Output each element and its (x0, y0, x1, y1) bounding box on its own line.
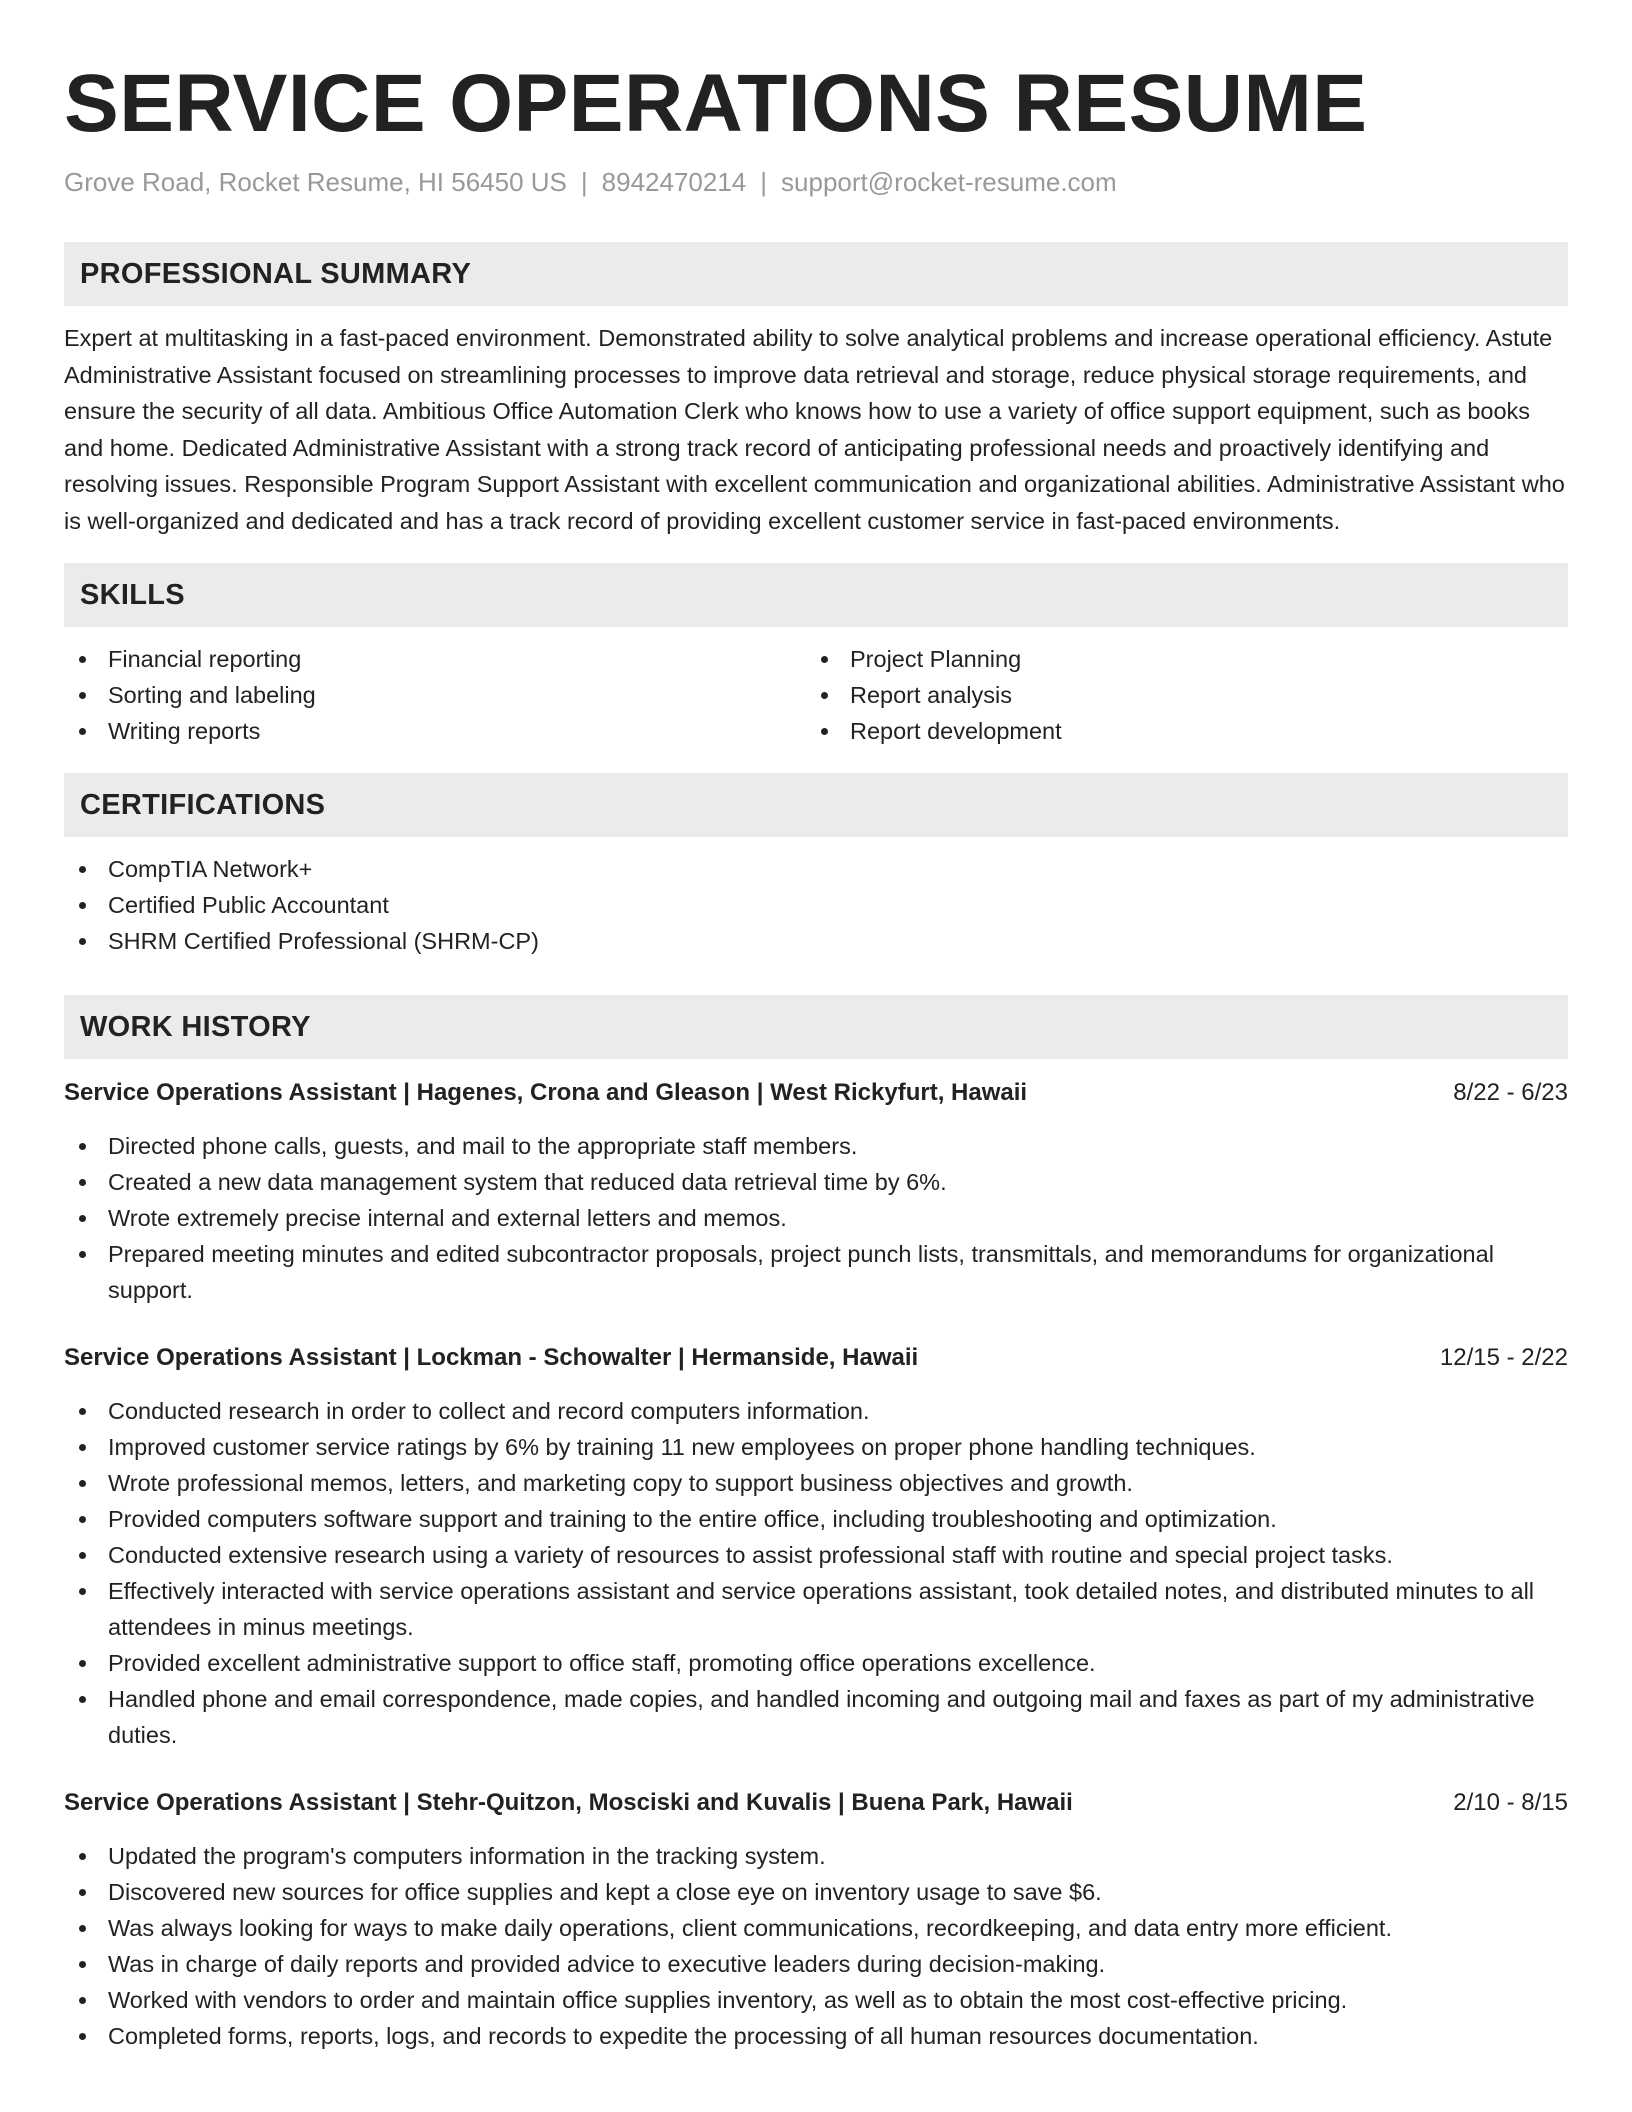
job-bullet: Conducted extensive research using a variety of resources to assist professional staff with routine and special project tasks. (64, 1537, 1568, 1573)
skills-column-left (64, 641, 806, 749)
resume-page (64, 58, 1568, 2054)
section-title: WORK HISTORY (80, 1010, 311, 1043)
contact-phone: 8942470214 (601, 167, 747, 197)
job-bullet: Improved customer service ratings by 6% by training 11 new employees on proper phone handling techniques. (64, 1429, 1568, 1465)
contact-separator: | (580, 167, 588, 197)
job-bullet: Directed phone calls, guests, and mail to the appropriate staff members. (64, 1128, 1568, 1164)
job-title: Service Operations Assistant | Lockman - Schowalter | Hermanside, Hawaii (64, 1344, 919, 1371)
job-entry (64, 1075, 1568, 1308)
contact-separator: | (760, 167, 768, 197)
contact-email: support@rocket-resume.com (781, 167, 1117, 197)
certifications-list (64, 851, 1568, 959)
section-header-summary (64, 242, 1568, 306)
job-dates: 8/22 - 6/23 (1453, 1079, 1568, 1106)
job-title: Service Operations Assistant | Stehr-Quitzon, Mosciski and Kuvalis | Buena Park, Hawaii (64, 1789, 1073, 1816)
summary-text: Expert at multitasking in a fast-paced environment. Demonstrated ability to solve analytical problems and increase operational efficiency. Astute Administrative Assistant focused on streamlining processes to improve data retrieval and storage, reduce physical storage requirements, and ensure the security of all data. Ambitious Office Automation Clerk who knows how to use a variety of office support equipment, such as books and home. Dedicated Administrative Assistant with a strong track record of anticipating professional needs and proactively identifying and resolving issues. Responsible Program Support Assistant with excellent communication and organizational abilities. Administrative Assistant who is well-organized and dedicated and has a track record of providing excellent customer service in fast-paced environments. (64, 325, 1565, 534)
contact-line (64, 164, 1568, 200)
skill-item: Project Planning (806, 641, 1548, 677)
resume-title: SERVICE OPERATIONS RESUME (64, 58, 1368, 149)
certification-item: CompTIA Network+ (64, 851, 1568, 887)
job-bullets (64, 1838, 1568, 2054)
job-bullets (64, 1128, 1568, 1308)
job-bullet: Effectively interacted with service operations assistant and service operations assistant, took detailed notes, and distributed minutes to all attendees in minus meetings. (64, 1573, 1568, 1645)
job-bullet: Wrote professional memos, letters, and marketing copy to support business objectives and growth. (64, 1465, 1568, 1501)
job-bullet: Created a new data management system that reduced data retrieval time by 6%. (64, 1164, 1568, 1200)
job-bullet: Provided excellent administrative support to office staff, promoting office operations excellence. (64, 1645, 1568, 1681)
job-bullet: Prepared meeting minutes and edited subcontractor proposals, project punch lists, transmittals, and memorandums for organizational support. (64, 1236, 1568, 1308)
section-header-skills (64, 563, 1568, 627)
job-dates: 2/10 - 8/15 (1453, 1789, 1568, 1816)
job-bullet: Updated the program's computers information in the tracking system. (64, 1838, 1568, 1874)
job-bullet: Conducted research in order to collect and record computers information. (64, 1393, 1568, 1429)
job-entry (64, 1785, 1568, 2054)
job-bullet: Worked with vendors to order and maintain office supplies inventory, as well as to obtain the most cost-effective pricing. (64, 1982, 1568, 2018)
job-header (64, 1340, 1568, 1376)
skill-item: Financial reporting (64, 641, 806, 677)
section-title: PROFESSIONAL SUMMARY (80, 257, 472, 290)
certification-item: SHRM Certified Professional (SHRM-CP) (64, 923, 1568, 959)
job-bullet: Completed forms, reports, logs, and records to expedite the processing of all human resources documentation. (64, 2018, 1568, 2054)
skills-list (64, 641, 1568, 749)
job-header (64, 1075, 1568, 1111)
job-header (64, 1785, 1568, 1821)
job-bullet: Was in charge of daily reports and provided advice to executive leaders during decision-making. (64, 1946, 1568, 1982)
section-header-work-history (64, 995, 1568, 1059)
skill-item: Report development (806, 713, 1548, 749)
skill-item: Report analysis (806, 677, 1548, 713)
job-bullet: Handled phone and email correspondence, made copies, and handled incoming and outgoing mail and faxes as part of my administrative duties. (64, 1681, 1568, 1753)
certification-item: Certified Public Accountant (64, 887, 1568, 923)
skill-item: Writing reports (64, 713, 806, 749)
skills-column-right (806, 641, 1548, 749)
job-entry (64, 1340, 1568, 1753)
job-bullet: Was always looking for ways to make daily operations, client communications, recordkeeping, and data entry more efficient. (64, 1910, 1568, 1946)
contact-address: Grove Road, Rocket Resume, HI 56450 US (64, 167, 567, 197)
job-bullet: Wrote extremely precise internal and external letters and memos. (64, 1200, 1568, 1236)
job-bullets (64, 1393, 1568, 1753)
job-title: Service Operations Assistant | Hagenes, Crona and Gleason | West Rickyfurt, Hawaii (64, 1079, 1028, 1106)
section-header-certifications (64, 773, 1568, 837)
job-bullet: Discovered new sources for office supplies and kept a close eye on inventory usage to save $6. (64, 1874, 1568, 1910)
skill-item: Sorting and labeling (64, 677, 806, 713)
job-dates: 12/15 - 2/22 (1439, 1344, 1568, 1371)
section-title: SKILLS (80, 578, 185, 611)
job-bullet: Provided computers software support and training to the entire office, including troubleshooting and optimization. (64, 1501, 1568, 1537)
section-title: CERTIFICATIONS (80, 788, 326, 821)
